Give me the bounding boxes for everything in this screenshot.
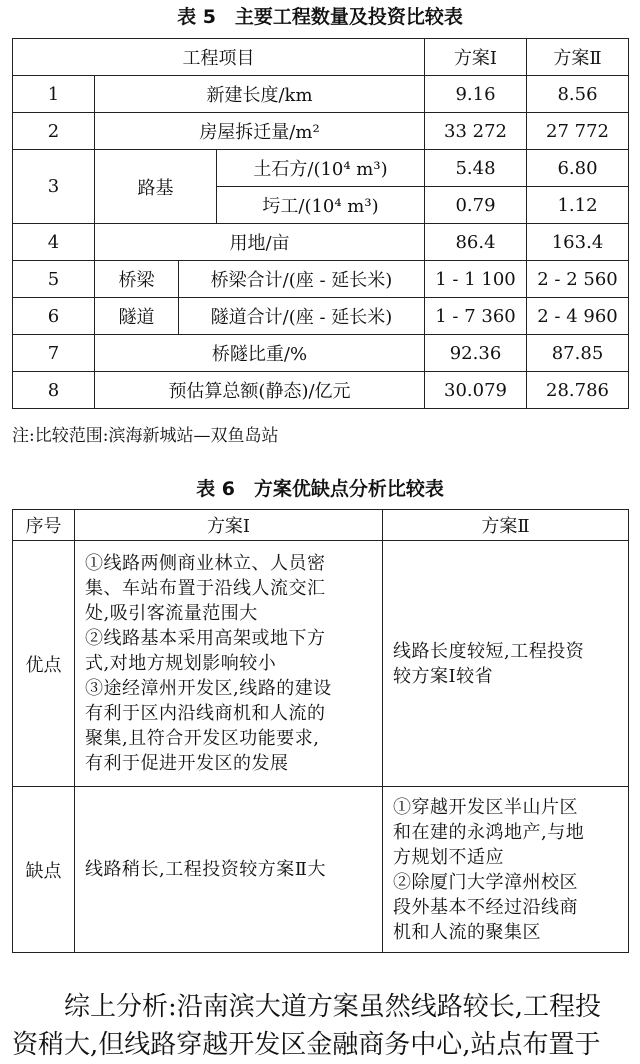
table5-note: 注:比较范围:滨海新城站—双鱼岛站 — [12, 426, 279, 446]
cons-plan1 — [75, 787, 383, 953]
row-number: 2 — [13, 113, 95, 150]
pros-row — [13, 541, 629, 787]
row-plan1: 1 - 1 100 — [425, 261, 527, 298]
text-line: 线路长度较短,工程投资 — [393, 640, 585, 662]
table-row — [13, 224, 629, 261]
row-plan2: 2 - 2 560 — [527, 261, 629, 298]
pros-cons-table — [12, 509, 629, 953]
cons-row — [13, 787, 629, 953]
row-plan1: 1 - 7 360 — [425, 298, 527, 335]
engineering-comparison-table — [12, 38, 629, 409]
text-line: ②除厦门大学漳州校区 — [393, 871, 578, 893]
row-number: 1 — [13, 76, 95, 113]
row-plan1: 5.48 — [425, 150, 527, 187]
table-row — [13, 76, 629, 113]
paragraph-line: 综上分析:沿南滨大道方案虽然线路较长,工程投 — [64, 992, 602, 1022]
row-plan2: 6.80 — [527, 150, 629, 187]
header-plan1: 方案Ⅰ — [75, 510, 383, 541]
row-label: 用地/亩 — [95, 224, 425, 261]
body-paragraph — [12, 988, 632, 1064]
text-line: ①穿越开发区半山片区 — [393, 796, 578, 818]
text-line: 和在建的永鸿地产,与地 — [393, 821, 585, 843]
table-header-row — [13, 510, 629, 541]
pros-plan2 — [383, 541, 629, 787]
text-line: ①线路两侧商业林立、人员密 — [85, 553, 326, 574]
text-line: 集、车站布置于沿线人流交汇 — [85, 578, 326, 599]
text-line: 段外基本不经过沿线商 — [393, 896, 578, 918]
text-line: ②线路基本采用高架或地下方 — [85, 628, 326, 649]
row-plan2: 27 772 — [527, 113, 629, 150]
table-row — [13, 150, 629, 187]
row-plan2: 1.12 — [527, 187, 629, 224]
row-group: 路基 — [95, 150, 217, 224]
row-number: 5 — [13, 261, 95, 298]
header-plan2: 方案Ⅱ — [383, 510, 629, 541]
row-label: 新建长度/km — [95, 76, 425, 113]
table5-caption: 表 5 主要工程数量及投资比较表 — [177, 6, 463, 28]
table-row — [13, 261, 629, 298]
table-row — [13, 298, 629, 335]
table-row — [13, 113, 629, 150]
text-line: 方规划不适应 — [393, 846, 504, 868]
row-plan1: 0.79 — [425, 187, 527, 224]
row-label: 预估算总额(静态)/亿元 — [95, 372, 425, 409]
text-line: 机和人流的聚集区 — [393, 921, 541, 943]
text-line: 处,吸引客流量范围大 — [85, 603, 258, 624]
row-number: 7 — [13, 335, 95, 372]
text-line: 聚集,且符合开发区功能要求, — [85, 728, 320, 749]
cons-plan2 — [383, 787, 629, 953]
row-label: 桥梁合计/(座 - 延长米) — [179, 261, 425, 298]
table6-caption: 表 6 方案优缺点分析比较表 — [196, 478, 444, 500]
text-line: ③途经漳州开发区,线路的建设 — [85, 678, 332, 699]
cons-label: 缺点 — [13, 787, 75, 953]
row-plan1: 86.4 — [425, 224, 527, 261]
header-plan1: 方案Ⅰ — [425, 39, 527, 76]
row-plan2: 163.4 — [527, 224, 629, 261]
text-line: 较方案Ⅰ较省 — [393, 665, 494, 687]
row-label: 隧道合计/(座 - 延长米) — [179, 298, 425, 335]
table-header-row — [13, 39, 629, 76]
text-line: 有利于区内沿线商机和人流的 — [85, 703, 326, 724]
header-item: 工程项目 — [13, 39, 425, 76]
text-line: 线路稍长,工程投资较方案Ⅱ大 — [85, 859, 326, 880]
pros-label: 优点 — [13, 541, 75, 787]
row-number: 6 — [13, 298, 95, 335]
row-group: 隧道 — [95, 298, 179, 335]
text-line: 有利于促进开发区的发展 — [85, 753, 289, 774]
row-label: 桥隧比重/% — [95, 335, 425, 372]
row-plan1: 92.36 — [425, 335, 527, 372]
row-plan2: 2 - 4 960 — [527, 298, 629, 335]
text-line: 式,对地方规划影响较小 — [85, 653, 277, 674]
header-number: 序号 — [13, 510, 75, 541]
row-group: 桥梁 — [95, 261, 179, 298]
row-plan2: 8.56 — [527, 76, 629, 113]
row-label: 房屋拆迁量/m² — [95, 113, 425, 150]
row-label: 圬工/(10⁴ m³) — [217, 187, 425, 224]
row-plan1: 33 272 — [425, 113, 527, 150]
row-label: 土石方/(10⁴ m³) — [217, 150, 425, 187]
row-plan2: 28.786 — [527, 372, 629, 409]
row-plan1: 30.079 — [425, 372, 527, 409]
paragraph-line: 资稍大,但线路穿越开发区金融商务中心,站点布置于 — [12, 1030, 601, 1060]
pros-plan1 — [75, 541, 383, 787]
row-number: 3 — [13, 150, 95, 224]
row-plan1: 9.16 — [425, 76, 527, 113]
row-plan2: 87.85 — [527, 335, 629, 372]
table-row — [13, 335, 629, 372]
row-number: 8 — [13, 372, 95, 409]
table-row — [13, 372, 629, 409]
header-plan2: 方案Ⅱ — [527, 39, 629, 76]
row-number: 4 — [13, 224, 95, 261]
